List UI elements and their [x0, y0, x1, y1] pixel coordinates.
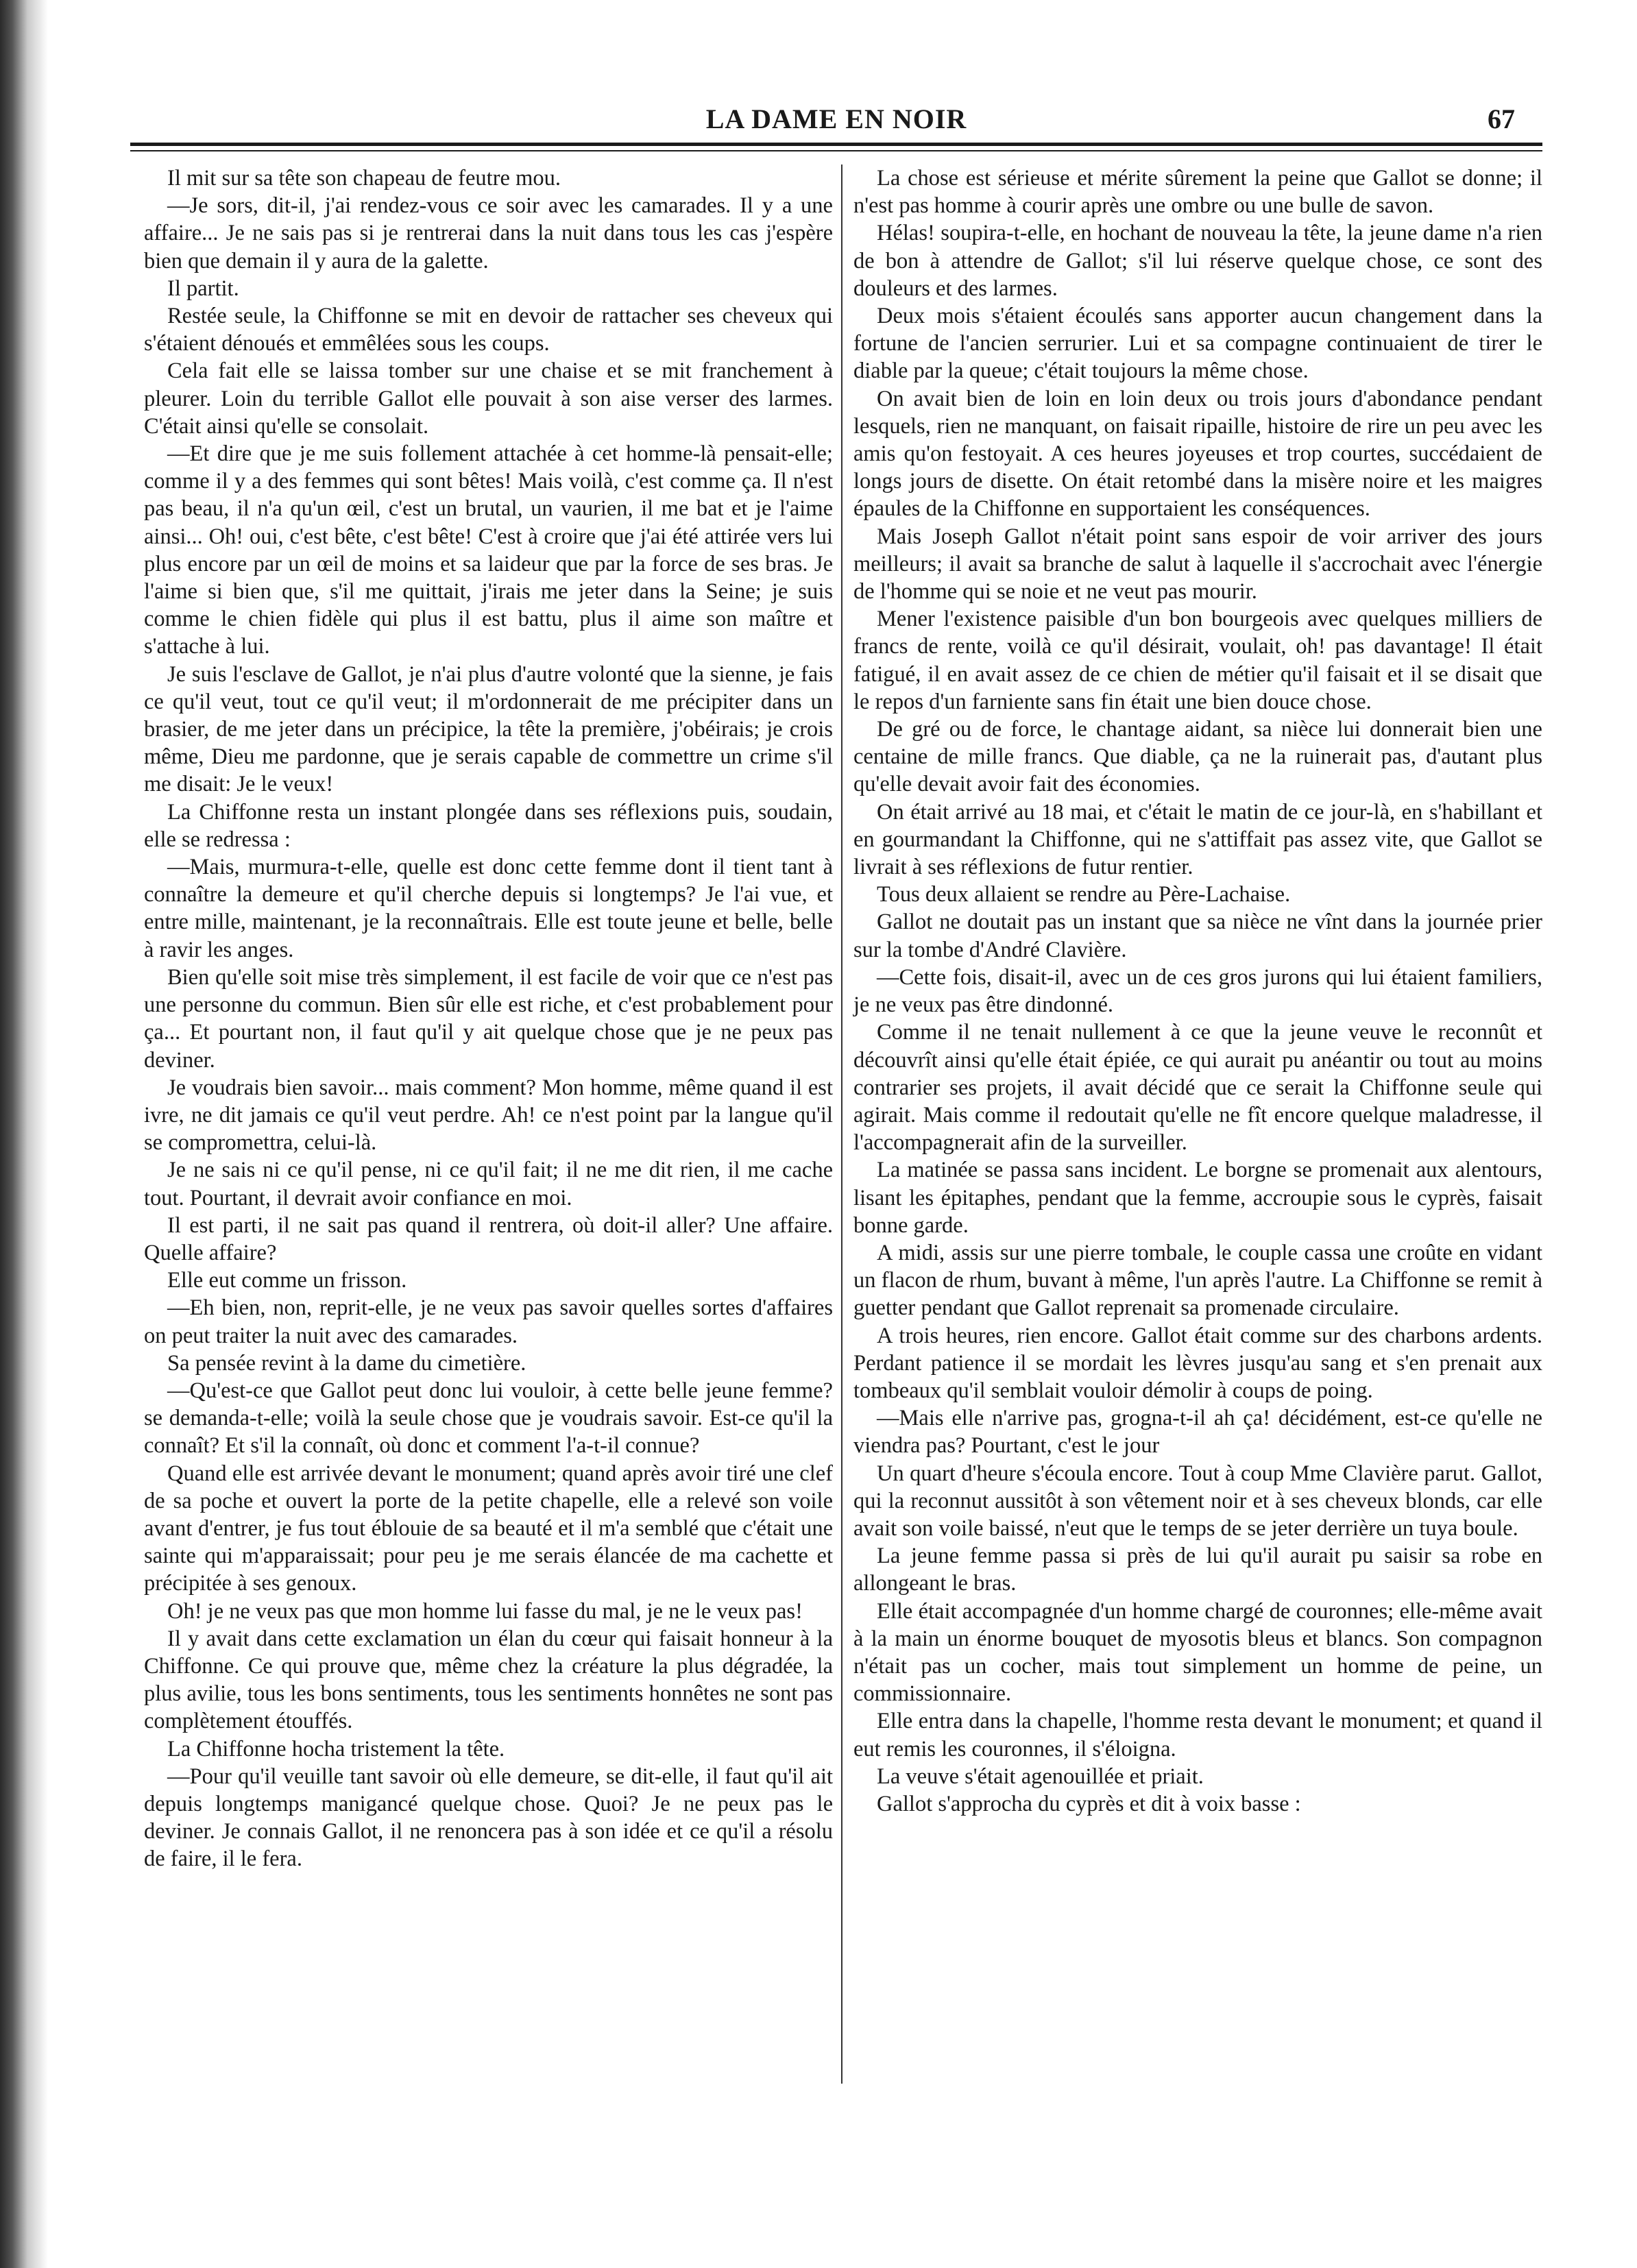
header-rule-thick	[130, 143, 1542, 146]
paragraph: On était arrivé au 18 mai, et c'était le matin de ce jour-là, en s'habillant et en gourmandant la Chiffonne, qui ne s'attiffait pas assez vite, que Gallot se livrait à ses réflexions de futur rentier.	[853, 799, 1542, 880]
paragraph: La Chiffonne hocha tristement la tête.	[167, 1736, 505, 1761]
running-title: LA DAME EN NOIR	[705, 103, 967, 134]
paragraph: —Cette fois, disait-il, avec un de ces gros jurons qui lui étaient familiers, je ne veux pas être dindonné.	[853, 964, 1542, 1018]
column-divider	[841, 164, 842, 2084]
page-number: 67	[1488, 103, 1515, 134]
paragraph: —Eh bien, non, reprit-elle, je ne veux pas savoir quelles sortes d'affaires on peut traiter la nuit avec des camarades.	[144, 1295, 833, 1348]
paragraph: A trois heures, rien encore. Gallot était comme sur des charbons ardents. Perdant patience il se mordait les lèvres jusqu'au sang et s'en prenait aux tombeaux qu'il semblait vouloir démolir à coups de poing.	[853, 1323, 1542, 1403]
paragraph: —Qu'est-ce que Gallot peut donc lui vouloir, à cette belle jeune femme? se demanda-t-elle; voilà la seule chose que je voudrais savoir. Est-ce qu'il la connaît? Et s'il la connaît, où donc et comment l'a-t-il connue?	[144, 1378, 833, 1459]
paragraph: Hélas! soupira-t-elle, en hochant de nouveau la tête, la jeune dame n'a rien de bon à attendre de Gallot; s'il lui réserve quelque chose, ce sont des douleurs et des larmes.	[853, 221, 1542, 301]
paragraph: Un quart d'heure s'écoula encore. Tout à coup Mme Clavière parut. Gallot, qui la reconnut aussitôt à son vêtement noir et à ses cheveux blonds, car elle avait son voile baissé, n'eut que le temps de se jeter derrière un tuya boule.	[853, 1461, 1542, 1541]
paragraph: Elle entra dans la chapelle, l'homme resta devant le monument; et quand il eut remis les couronnes, il s'éloigna.	[853, 1709, 1542, 1761]
paragraph: Il mit sur sa tête son chapeau de feutre mou.	[167, 166, 561, 191]
paragraph: Cela fait elle se laissa tomber sur une chaise et se mit franchement à pleurer. Loin du terrible Gallot elle pouvait à son aise verser des larmes. C'était ainsi qu'elle se consolait.	[144, 358, 833, 439]
paragraph: Il partit.	[167, 276, 239, 301]
paragraph: Je suis l'esclave de Gallot, je n'ai plus d'autre volonté que la sienne, je fais ce qu'il veut, tout ce qu'il veut; il m'ordonnerait de me précipiter dans un brasier, de me jeter dans un précipice, la tête la première, j'obéirais; je crois même, Dieu me pardonne, que je serais capable de commettre un crime s'il me disait: Je le veux!	[144, 661, 833, 797]
paragraph: Quand elle est arrivée devant le monument; quand après avoir tiré une clef de sa poche et ouvert la porte de la petite chapelle, elle a relevé son voile avant d'entrer, je fus tout éblouie de sa beauté et il m'a semblé que c'était une sainte qui m'apparaissait; pour peu je me serais élancée de ma cachette et précipitée à ses genoux.	[144, 1461, 833, 1596]
paragraph: On avait bien de loin en loin deux ou trois jours d'abondance pendant lesquels, rien ne manquant, on faisait ripaille, histoire de rire un peu avec les amis qu'on festoyait. A ces heures joyeuses et trop courtes, succédaient de longs jours de disette. On était retombé dans la misère noire et les maigres épaules de la Chiffonne en supportaient les conséquences.	[853, 386, 1542, 522]
right-column	[853, 164, 1542, 1818]
paragraph: Il y avait dans cette exclamation un élan du cœur qui faisait honneur à la Chiffonne. Ce qui prouve que, même chez la créature la plus dégradée, la plus avilie, tous les bons sentiments, tous les sentiments honnêtes ne sont pas complètement étouffés.	[144, 1626, 833, 1734]
paragraph: Restée seule, la Chiffonne se mit en devoir de rattacher ses cheveux qui s'étaient dénoués et emmêlées sous les coups.	[144, 304, 833, 356]
paragraph: —Et dire que je me suis follement attachée à cet homme-là pensait-elle; comme il y a des femmes qui sont bêtes! Mais voilà, c'est comme ça. Il n'est pas beau, il n'a qu'un œil, c'est un brutal, un vaurien, il me bat et je l'aime ainsi... Oh! oui, c'est bête, c'est bête! C'est à croire que j'ai été attirée vers lui plus encore par un œil de moins et sa laideur que par la force de ses bras. Je l'aime si bien que, s'il me quittait, j'irais me jeter dans la Seine; je suis comme le chien fidèle qui plus il est battu, plus il aime son maître et s'attache à lui.	[144, 441, 833, 659]
paragraph: La veuve s'était agenouillée et priait.	[877, 1764, 1204, 1789]
paragraph: Je ne sais ni ce qu'il pense, ni ce qu'il fait; il ne me dit rien, il me cache tout. Pourtant, il devrait avoir confiance en moi.	[144, 1158, 833, 1210]
paragraph: —Mais, murmura-t-elle, quelle est donc cette femme dont il tient tant à connaître la demeure et qu'il cherche depuis si longtemps? Je l'ai vue, et entre mille, maintenant, je la reconnaîtrais. Elle est toute jeune et belle, belle à ravir les anges.	[144, 855, 833, 962]
paragraph: De gré ou de force, le chantage aidant, sa nièce lui donnerait bien une centaine de mille francs. Que diable, ça ne la ruinerait pas, d'autant plus qu'elle devait avoir fait des économies.	[853, 717, 1542, 797]
paragraph: Oh! je ne veux pas que mon homme lui fasse du mal, je ne le veux pas!	[167, 1598, 803, 1624]
header-rule-thin	[130, 150, 1542, 151]
scan-edge-shadow	[0, 0, 48, 2268]
paragraph: Sa pensée revint à la dame du cimetière.	[167, 1350, 526, 1376]
paragraph: Bien qu'elle soit mise très simplement, il est facile de voir que ce n'est pas une personne du commun. Bien sûr elle est riche, et c'est probablement pour ça... Et pourtant non, il faut qu'il y ait quelque chose que je ne peux pas deviner.	[144, 964, 833, 1073]
paragraph: Deux mois s'étaient écoulés sans apporter aucun changement dans la fortune de l'ancien serrurier. Lui et sa compagne continuaient de tirer le diable par la queue; c'était toujours la même chose.	[853, 304, 1542, 384]
paragraph: Je voudrais bien savoir... mais comment? Mon homme, même quand il est ivre, ne dit jamais ce qu'il veut perdre. Ah! ce n'est point par la langue qu'il se compromettra, celui-là.	[144, 1075, 833, 1156]
paragraph: Gallot s'approcha du cyprès et dit à voix basse :	[877, 1791, 1301, 1816]
paragraph: Elle était accompagnée d'un homme chargé de couronnes; elle-même avait à la main un énorme bouquet de myosotis bleus et blancs. Son compagnon n'était pas un cocher, mais tout simplement un homme de peine, un commissionnaire.	[853, 1598, 1542, 1707]
paragraph: La jeune femme passa si près de lui qu'il aurait pu saisir sa robe en allongeant le bras.	[853, 1544, 1542, 1596]
paragraph: La Chiffonne resta un instant plongée dans ses réflexions puis, soudain, elle se redressa :	[144, 799, 833, 852]
paragraph: Gallot ne doutait pas un instant que sa nièce ne vînt dans la journée prier sur la tombe d'André Clavière.	[853, 910, 1542, 962]
paragraph: Mais Joseph Gallot n'était point sans espoir de voir arriver des jours meilleurs; il avait sa branche de salut à laquelle il s'accrochait avec l'énergie de l'homme qui se noie et ne veut pas mourir.	[853, 524, 1542, 605]
paragraph: La matinée se passa sans incident. Le borgne se promenait aux alentours, lisant les épitaphes, pendant que la femme, accroupie sous le cyprès, faisait bonne garde.	[853, 1158, 1542, 1238]
paragraph: A midi, assis sur une pierre tombale, le couple cassa une croûte en vidant un flacon de rhum, buvant à même, l'un après l'autre. La Chiffonne se remit à guetter pendant que Gallot reprenait sa promenade circulaire.	[853, 1240, 1542, 1321]
paragraph: Il est parti, il ne sait pas quand il rentrera, où doit-il aller? Une affaire. Quelle affaire?	[144, 1212, 833, 1265]
paragraph: La chose est sérieuse et mérite sûrement la peine que Gallot se donne; il n'est pas homme à courir après une ombre ou une bulle de savon.	[853, 166, 1542, 219]
paragraph: —Mais elle n'arrive pas, grogna-t-il ah ça! décidément, est-ce qu'elle ne viendra pas? Pourtant, c'est le jour	[853, 1406, 1542, 1459]
paragraph: Tous deux allaient se rendre au Père-Lachaise.	[877, 882, 1291, 907]
paragraph: —Je sors, dit-il, j'ai rendez-vous ce soir avec les camarades. Il y a une affaire... Je ne sais pas si je rentrerai dans la nuit dans tous les cas j'espère bien que demain il y aura de la galette.	[144, 193, 833, 273]
left-column	[144, 164, 833, 1873]
paragraph: Mener l'existence paisible d'un bon bourgeois avec quelques milliers de francs de rente, voilà ce qu'il désirait, voulait, oh! pas davantage! Il était fatigué, il en avait assez de ce chien de métier qu'il faisait et il se disait que le repos d'un farniente sans fin était une bien douce chose.	[853, 607, 1542, 714]
running-head	[130, 103, 1542, 137]
paragraph: —Pour qu'il veuille tant savoir où elle demeure, se dit-elle, il faut qu'il ait depuis longtemps manigancé quelque chose. Quoi? Je ne peux pas le deviner. Je connais Gallot, il ne renoncera pas à son idée et ce qu'il a résolu de faire, il le fera.	[144, 1764, 833, 1872]
paragraph: Elle eut comme un frisson.	[167, 1268, 407, 1293]
paragraph: Comme il ne tenait nullement à ce que la jeune veuve le reconnût et découvrît ainsi qu'elle était épiée, ce qui aurait pu anéantir ou tout au moins contrarier ses projets, il avait décidé que ce serait la Chiffonne seule qui agirait. Mais comme il redoutait qu'elle ne fît encore quelque maladresse, il l'accompagnerait afin de la surveiller.	[853, 1020, 1542, 1156]
